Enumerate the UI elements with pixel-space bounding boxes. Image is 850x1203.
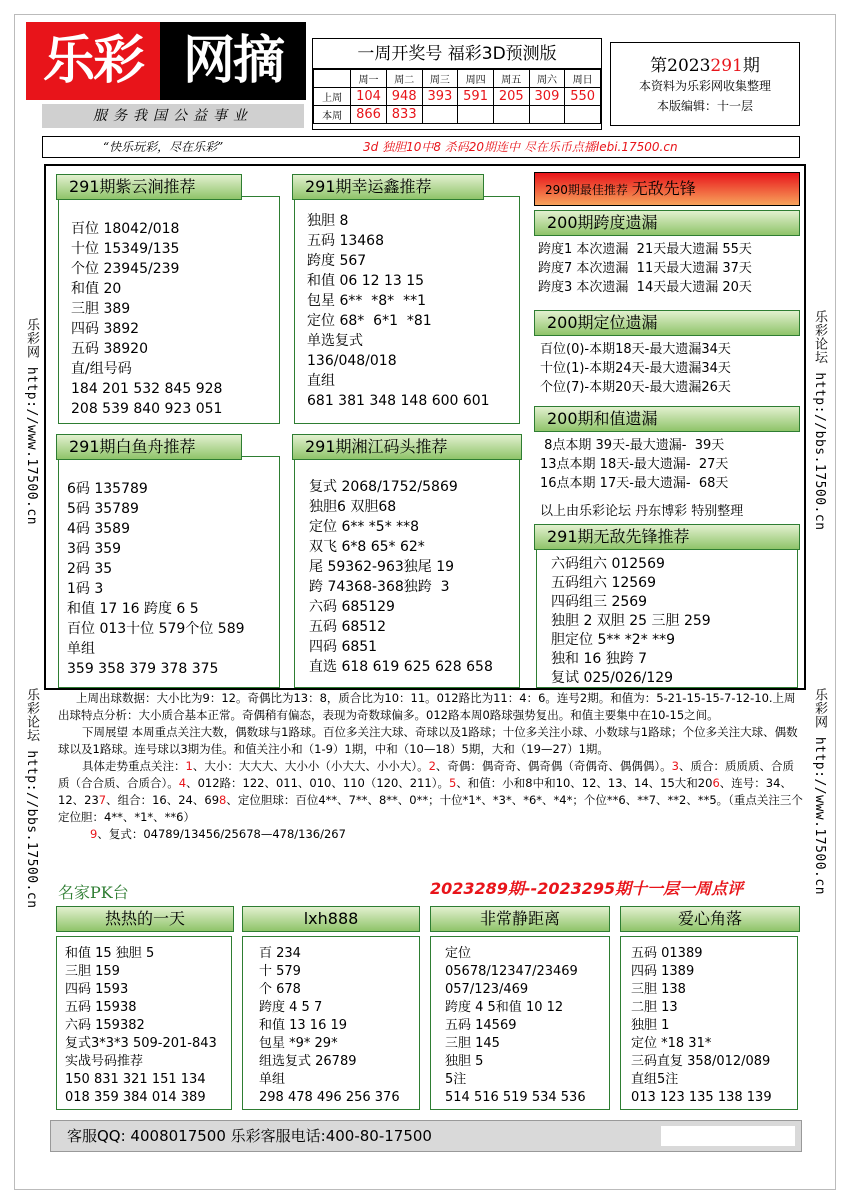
banner-quote: “快乐玩彩，尽在乐彩” xyxy=(103,140,224,154)
logo-black-part: 网摘 xyxy=(160,22,306,100)
seg: 、奇偶：偶奇奇、偶奇偶（奇偶奇、偶偶偶）。 xyxy=(435,759,672,773)
ziyun-body: 百位 18042/018 十位 15349/135 个位 23945/239 和值 20 三胆 389 四码 3892 五码 38920 直/组号码 184 201 532 845 928 208 539 840 923 051 xyxy=(71,221,223,417)
draw-number: 866 xyxy=(351,106,387,124)
bottom-title-4: 爱心角落 xyxy=(620,906,800,932)
analysis-p1: 上周出球数据：大小比为9：12。奇偶比为13：8，质合比为10：11。012路比为11：4：6。连号2期。和值为：5-21-15-15-7-12-10.上周出球特点分析：大小质合基本正常。奇偶稍有偏态，表现为奇数球偏多。012路本周0路球强势复出。和值主要集中在10-15之间。 xyxy=(58,691,796,722)
row-label: 上周 xyxy=(314,88,351,106)
bottom-box-3 xyxy=(430,936,610,1110)
seg: 、大小：大大大、大小小（小大大、小小大）。 xyxy=(192,759,429,773)
seg-num: 4 xyxy=(178,776,187,790)
draw-number xyxy=(529,106,565,124)
wudi-title: 291期无敌先锋推荐 xyxy=(534,524,800,550)
draw-number xyxy=(493,106,529,124)
issue-num: 291 xyxy=(710,56,743,76)
bottom-box-1 xyxy=(56,936,232,1110)
seg-num: 9 xyxy=(90,827,98,841)
weekly-draw-box xyxy=(312,38,602,130)
xingyun-title: 291期幸运鑫推荐 xyxy=(292,174,484,200)
day-header: 周六 xyxy=(529,70,565,88)
banner xyxy=(42,136,800,158)
issue-box xyxy=(610,42,800,126)
bottom-body-2: 百 234 十 579 个 678 跨度 4 5 7 和值 13 16 19 包星 *9* 29* 组选复式 26789 单组 298 478 496 256 376 xyxy=(259,946,400,1105)
footer-contact: 客服QQ: 4008017500 乐彩客服电话:400-80-17500 xyxy=(67,1127,432,1145)
xiangjiang-body: 复式 2068/1752/5869 独胆6 双胆68 定位 6** *5* **8 双飞 6*8 65* 62* 尾 59362-963独尾 19 跨 74368-368独跨 3 六码 685129 五码 68512 四码 6851 直选 618 619 625 628 658 xyxy=(309,479,493,675)
sum-title: 200期和值遗漏 xyxy=(534,406,800,432)
draw-number: 591 xyxy=(458,88,494,106)
bottom-title-1: 热热的一天 xyxy=(56,906,234,932)
seg-num: 3 xyxy=(671,759,679,773)
pos-title: 200期定位遗漏 xyxy=(534,310,800,336)
seg-num: 6 xyxy=(712,776,720,790)
draw-number: 550 xyxy=(565,88,601,106)
seg: 、012路：122、011、010、110（120、211）。 xyxy=(186,776,449,790)
bottom-title-2: lxh888 xyxy=(242,906,420,932)
side-link-left-top[interactable]: 乐彩网 http://www.17500.cn xyxy=(24,318,39,526)
xiangjiang-title: 291期湘江码头推荐 xyxy=(292,434,522,460)
side-link-right-bottom[interactable]: 乐彩网 http://www.17500.cn xyxy=(812,688,827,896)
row-label: 本周 xyxy=(314,106,351,124)
logo xyxy=(26,22,306,100)
span-body: 跨度1 本次遗漏 21天最大遗漏 55天 跨度7 本次遗漏 11天最大遗漏 37天 跨度3 本次遗漏 14天最大遗漏 20天 xyxy=(538,242,752,295)
source-note: 本资料为乐彩网收集整理 xyxy=(638,79,771,93)
weekly-draw-table xyxy=(313,69,601,124)
draw-number xyxy=(458,106,494,124)
side-link-right-top[interactable]: 乐彩论坛 http://bbs.17500.cn xyxy=(812,310,827,531)
issue-number xyxy=(611,51,799,76)
analysis-text xyxy=(58,690,804,843)
seg-num: 5 xyxy=(448,776,457,790)
draw-number xyxy=(422,106,458,124)
editor: 本版编辑：十一层 xyxy=(656,99,753,113)
ziyun-box xyxy=(58,196,280,424)
credit: 以上由乐彩论坛 丹东博彩 特别整理 xyxy=(540,504,744,519)
draw-number: 393 xyxy=(422,88,458,106)
table-corner xyxy=(314,70,351,88)
pk-label: 名家PK台 xyxy=(58,883,129,902)
day-header: 周五 xyxy=(493,70,529,88)
draw-number: 948 xyxy=(386,88,422,106)
xingyun-body: 独胆 8 五码 13468 跨度 567 和值 06 12 13 15 包星 6** *8* **1 定位 68* 6*1 *81 单选复式 136/048/018 直组 681 381 348 148 600 601 xyxy=(307,213,490,409)
pos-body: 百位(0)-本期18天-最大遗漏34天 十位(1)-本期24天-最大遗漏34天 个位(7)-本期20天-最大遗漏26天 xyxy=(540,342,731,395)
wudi-body: 六码组六 012569 五码组六 12569 四码组三 2569 独胆 2 双胆 25 三胆 259 胆定位 5** *2* **9 独和 16 独跨 7 复试 025/026/129 xyxy=(551,556,711,686)
bottom-title-3: 非常静距离 xyxy=(430,906,610,932)
seg: 具体走势重点关注： xyxy=(82,759,186,773)
sum-body: 8点本期 39天-最大遗漏- 39天 13点本期 18天-最大遗漏- 27天 16点本期 17天-最大遗漏- 68天 xyxy=(540,438,729,491)
seg-num: 8 xyxy=(219,793,227,807)
bottom-body-1: 和值 15 独胆 5 三胆 159 四码 1593 五码 15938 六码 159382 复式3*3*3 509-201-843 实战号码推荐 150 831 321 151 134 018 359 384 014 389 xyxy=(65,946,217,1105)
analysis-p2: 下周展望 本周重点关注大数，偶数球与1路球。百位多关注大球、奇球以及1路球；十位多关注小球、小数球与1路球；个位多关注大球、偶数球以及1路球。连号球以3期为佳。和值关注小和（1-9）1期，中和（10—18）5期，大和（19—27）1期。 xyxy=(58,725,798,756)
draw-number xyxy=(565,106,601,124)
baiyu-box xyxy=(58,456,280,688)
day-header: 周二 xyxy=(386,70,422,88)
bottom-box-4 xyxy=(620,936,798,1110)
analysis-p4 xyxy=(58,826,804,843)
best-label: 290期最佳推荐 xyxy=(545,183,628,197)
logo-red-part: 乐彩 xyxy=(26,22,160,100)
footer xyxy=(50,1120,802,1152)
day-header: 周四 xyxy=(458,70,494,88)
issue-prefix: 第2023 xyxy=(650,56,711,76)
bottom-body-4: 五码 01389 四码 1389 三胆 138 二胆 13 独胆 1 定位 *18 31* 三码直复 358/012/089 直组5注 013 123 135 138 139 xyxy=(631,946,772,1105)
analysis-p3 xyxy=(58,758,804,826)
day-header: 周三 xyxy=(422,70,458,88)
seg: 、定位胆球：百位4**、7**、8**、0**；十位*1*、*3*、*6*、*4*；个位**6、**7、**2、**5。（重点关注三个定位胆：4**、*1*、**6） xyxy=(58,793,803,824)
xiangjiang-box xyxy=(294,456,520,688)
page-title: 一周开奖号 福彩3D预测版 xyxy=(313,39,601,69)
banner-highlight[interactable]: 3d 独胆10中8 杀码20期连中 尽在乐币点播lebi.17500.cn xyxy=(363,140,678,154)
seg-num: 2 xyxy=(428,759,436,773)
issue-suffix: 期 xyxy=(742,56,760,76)
xingyun-box xyxy=(294,196,520,424)
span-title: 200期跨度遗漏 xyxy=(534,210,800,236)
baiyu-body: 6码 135789 5码 35789 4码 3589 3码 359 2码 35 1码 3 和值 17 16 跨度 6 5 百位 013十位 579个位 589 单组 359 358 379 378 375 xyxy=(67,481,245,677)
seg: 、组合：16、24、69 xyxy=(106,793,220,807)
seg-num: 7 xyxy=(98,793,107,807)
ziyun-title: 291期紫云涧推荐 xyxy=(56,174,242,200)
draw-number: 205 xyxy=(493,88,529,106)
week-review: 2023289期--2023295期十一层一周点评 xyxy=(430,879,744,898)
draw-number: 104 xyxy=(351,88,387,106)
day-header: 周一 xyxy=(351,70,387,88)
slogan: 服务我国公益事业 xyxy=(42,104,304,128)
best-recommend-banner xyxy=(534,172,800,206)
seg: 、连号：34、12、23 xyxy=(58,776,792,807)
seg: 、和值：小和8中和10、12、13、14、15大和20 xyxy=(456,776,713,790)
draw-number: 833 xyxy=(386,106,422,124)
bottom-box-2 xyxy=(242,936,420,1110)
day-header: 周日 xyxy=(565,70,601,88)
bottom-body-3: 定位 05678/12347/23469 057/123/469 跨度 4 5和值 10 12 五码 14569 三胆 145 独胆 5 5注 514 516 519 534 536 xyxy=(445,946,586,1105)
footer-blank-box xyxy=(661,1126,795,1146)
baiyu-title: 291期白鱼舟推荐 xyxy=(56,434,242,460)
seg: 、质合：质质质、合质质（合合质、合质合）。 xyxy=(58,759,794,790)
draw-number: 309 xyxy=(529,88,565,106)
best-name: 无敌先锋 xyxy=(631,179,696,198)
seg: 、复式：04789/13456/25678—478/136/267 xyxy=(97,827,346,841)
side-link-left-bottom[interactable]: 乐彩论坛 http://bbs.17500.cn xyxy=(24,688,39,909)
wudi-box xyxy=(536,540,798,688)
seg-num: 1 xyxy=(185,759,193,773)
